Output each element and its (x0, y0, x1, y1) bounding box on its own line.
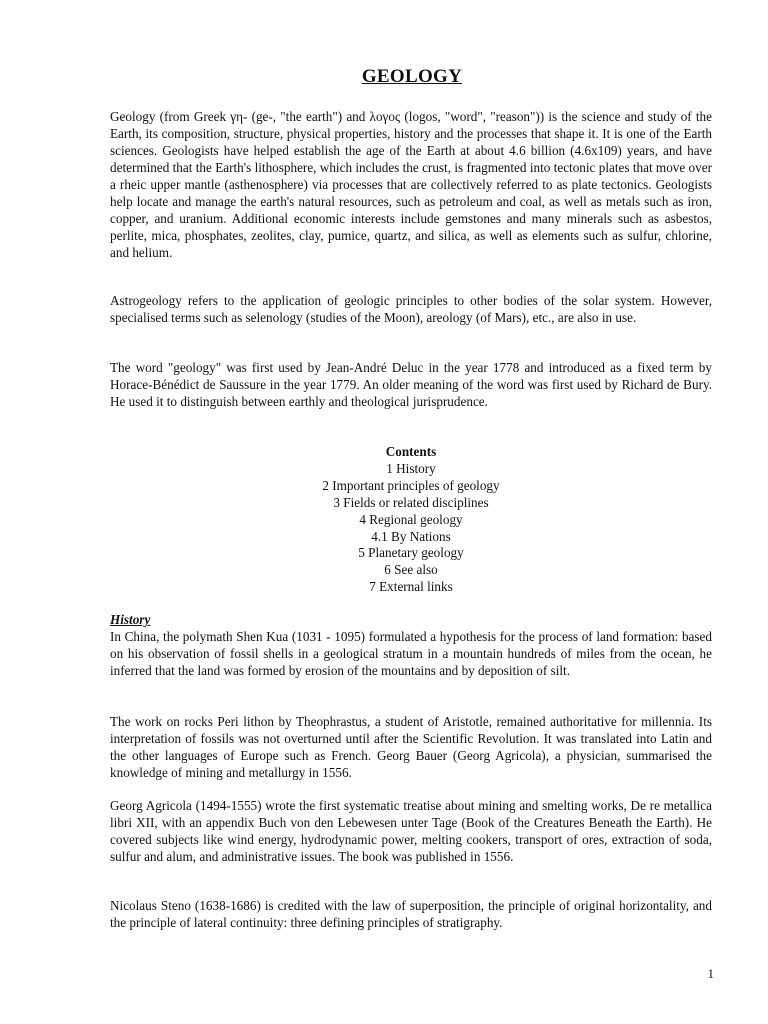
contents-item-by-nations[interactable]: 4.1 By Nations (371, 528, 451, 544)
etymology-paragraph: The word "geology" was first used by Jean-André Deluc in the year 1778 and introduced as a fixed term by Horace-Bénédict de Saussure in the year 1779. An older meaning of the word was first used by Richard de Bury. He used it to distinguish between earthly and theological jurisprudence. (110, 360, 712, 409)
history-paragraph-steno: Nicolaus Steno (1638-1686) is credited with the law of superposition, the principle of original horizontality, and the principle of lateral continuity: three defining principles of stratigraphy. (110, 898, 712, 930)
astrogeology-paragraph: Astrogeology refers to the application of geologic principles to other bodies of the solar system. However, specialised terms such as selenology (studies of the Moon), areology (of Mars), etc., are also in use. (110, 293, 712, 325)
intro-paragraph: Geology (from Greek γη- (ge-, "the earth") and λογος (logos, "word", "reason")) is the science and study of the Earth, its composition, structure, physical properties, history and the processes that shape it. It is one of the Earth sciences. Geologists have helped establish the age of the Earth at about 4.6 billion (4.6x109) years, and have determined that the Earth's lithosphere, which includes the crust, is fragmented into tectonic plates that move over a rheic upper mantle (asthenosphere) via processes that are collectively referred to as plate tectonics. Geologists help locate and manage the earth's natural resources, such as petroleum and coal, as well as metals such as iron, copper, and uranium. Additional economic interests include gemstones and many minerals such as asbestos, perlite, mica, phosphates, zeolites, clay, pumice, quartz, and silica, as well as elements such as sulfur, chlorine, and helium. (110, 109, 712, 260)
page-number: 1 (707, 966, 714, 981)
contents-item-see-also[interactable]: 6 See also (384, 562, 438, 578)
history-heading: History (110, 612, 151, 627)
history-paragraph-china: In China, the polymath Shen Kua (1031 - 1095) formulated a hypothesis for the process of land formation: based on his observation of fossil shells in a geological stratum in a mountain hundreds of miles from the ocean, he inferred that the land was formed by erosion of the mountains and by deposition of silt. (110, 629, 712, 678)
document-title: GEOLOGY (361, 66, 463, 87)
contents-item-planetary[interactable]: 5 Planetary geology (358, 545, 464, 561)
contents-item-external-links[interactable]: 7 External links (369, 579, 453, 595)
contents-item-fields[interactable]: 3 Fields or related disciplines (333, 494, 489, 510)
contents-item-regional[interactable]: 4 Regional geology (359, 511, 463, 527)
history-paragraph-agricola: Georg Agricola (1494-1555) wrote the first systematic treatise about mining and smelting works, De re metallica libri XII, with an appendix Buch von den Lebewesen unter Tage (Book of the Creatures Beneath the Earth). He covered subjects like wind energy, hydrodynamic power, melting cookers, transport of ores, extraction of soda, sulfur and alum, and administrative issues. The book was published in 1556. (110, 798, 712, 864)
contents-heading: Contents (385, 444, 437, 459)
history-paragraph-theophrastus: The work on rocks Peri lithon by Theophrastus, a student of Aristotle, remained authoritative for millennia. Its interpretation of fossils was not overturned until after the Scientific Revolution. It was translated into Latin and the other languages of Europe such as French. Georg Bauer (Georg Agricola), a physician, summarised the knowledge of mining and metallurgy in 1556. (110, 714, 712, 780)
contents-item-principles[interactable]: 2 Important principles of geology (322, 477, 500, 493)
table-of-contents (110, 444, 712, 596)
contents-item-history[interactable]: 1 History (386, 460, 436, 476)
